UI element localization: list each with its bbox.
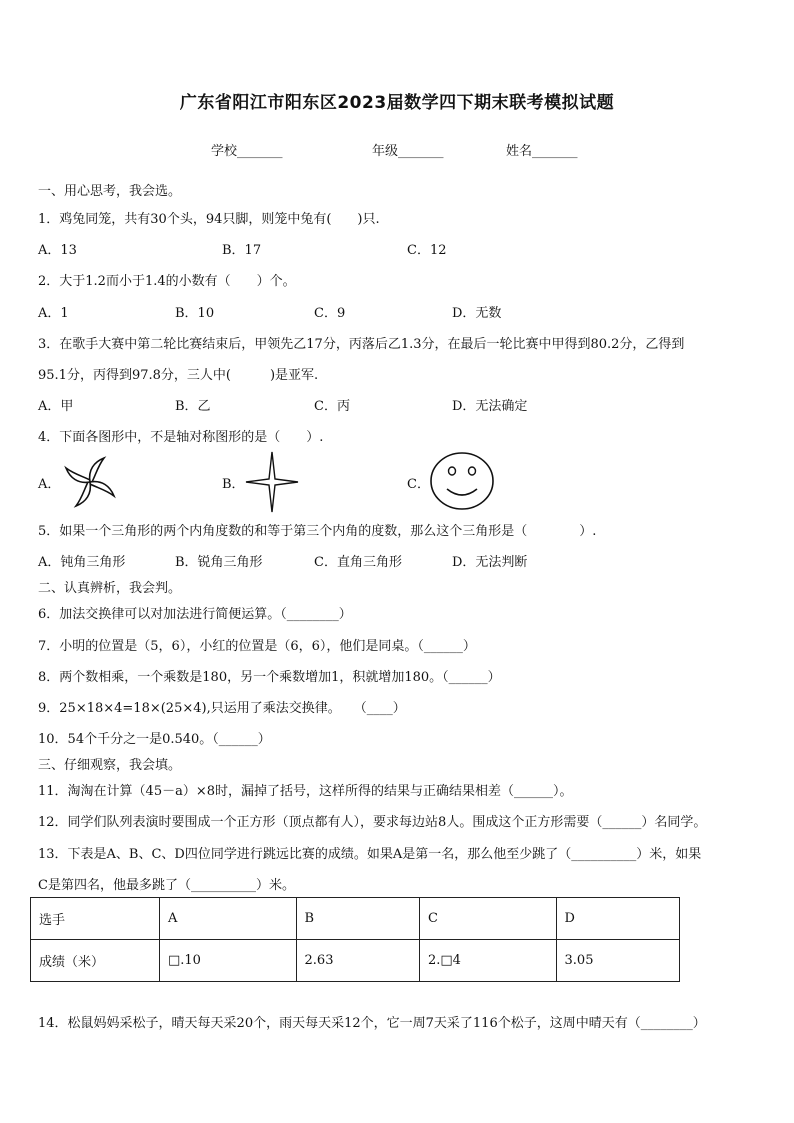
table-cell: 选手 [31, 898, 160, 940]
q1-option-c: C．12 [407, 243, 447, 258]
table-cell: A [160, 898, 297, 940]
section-heading-2: 二、认真辨析，我会判。 [38, 581, 182, 596]
q5-option-b: B．锐角三角形 [175, 555, 263, 570]
q5-option-d: D．无法判断 [452, 555, 528, 570]
question-14: 14．松鼠妈妈采松子，晴天每天采20个，雨天每天采12个，它一周7天采了116个松子，这周中晴天有（________） [38, 1016, 706, 1031]
question-3-line-2: 95.1分，丙得到97.8分，三人中( )是亚军. [38, 368, 319, 383]
smiley-face-figure [429, 451, 495, 511]
question-11: 11．淘淘在计算（45－a）×8时，漏掉了括号，这样所得的结果与正确结果相差（______）。 [38, 784, 573, 799]
table-header-row [31, 898, 680, 940]
q2-option-d: D．无数 [452, 306, 502, 321]
section-heading-3: 三、仔细观察，我会填。 [38, 758, 182, 773]
table-cell: 2.□4 [419, 940, 556, 982]
name-field: 姓名_______ [506, 144, 578, 159]
question-8: 8．两个数相乘，一个乘数是180，另一个乘数增加1，积就增加180。（______） [38, 670, 501, 685]
q3-option-a: A．甲 [38, 399, 74, 414]
page-title: 广东省阳江市阳东区2023届数学四下期末联考模拟试题 [179, 93, 615, 113]
question-4: 4．下面各图形中，不是轴对称图形的是（ ）. [38, 430, 324, 445]
question-3-line-1: 3．在歌手大赛中第二轮比赛结束后，甲领先乙17分，丙落后乙1.3分，在最后一轮比赛中甲得到80.2分，乙得到 [38, 337, 685, 352]
question-10: 10．54个千分之一是0.540。（______） [38, 732, 271, 747]
q5-option-c: C．直角三角形 [314, 555, 402, 570]
question-12: 12．同学们队列表演时要围成一个正方形（顶点都有人），要求每边站8人。围成这个正方形需要（______）名同学。 [38, 815, 707, 830]
q2-option-a: A．1 [38, 306, 69, 321]
question-1: 1．鸡兔同笼，共有30个头，94只脚，则笼中兔有( )只. [38, 212, 380, 227]
question-5: 5．如果一个三角形的两个内角度数的和等于第三个内角的度数，那么这个三角形是（ ）. [38, 524, 597, 539]
q4-option-b: B． [222, 477, 245, 492]
q1-option-a: A．13 [38, 243, 77, 258]
table-cell: B [296, 898, 419, 940]
q4-option-a: A． [38, 477, 61, 492]
table-cell: 3.05 [556, 940, 679, 982]
q2-option-b: B．10 [175, 306, 215, 321]
table-cell: □.10 [160, 940, 297, 982]
table-row [31, 940, 680, 982]
q3-option-d: D．无法确定 [452, 399, 528, 414]
q1-option-b: B．17 [222, 243, 262, 258]
question-7: 7．小明的位置是（5，6），小红的位置是（6，6），他们是同桌。（______） [38, 639, 476, 654]
cross-figure [244, 450, 300, 514]
q4-option-c: C． [407, 477, 430, 492]
q5-option-a: A．钝角三角形 [38, 555, 126, 570]
grade-field: 年级_______ [372, 144, 444, 159]
q3-option-b: B．乙 [175, 399, 211, 414]
pinwheel-figure [58, 452, 122, 512]
school-field: 学校_______ [211, 144, 283, 159]
score-table [30, 897, 680, 982]
table-cell: C [419, 898, 556, 940]
q3-option-c: C．丙 [314, 399, 350, 414]
q2-option-c: C．9 [314, 306, 346, 321]
question-13-line-2: C是第四名，他最多跳了（__________）米。 [38, 878, 295, 893]
question-9: 9．25×18×4=18×(25×4),只运用了乘法交换律。 （____） [38, 701, 406, 716]
question-6: 6．加法交换律可以对加法进行简便运算。（________） [38, 607, 352, 622]
table-cell: D [556, 898, 679, 940]
table-cell: 2.63 [296, 940, 419, 982]
question-2: 2．大于1.2而小于1.4的小数有（ ）个。 [38, 274, 296, 289]
question-13-line-1: 13．下表是A、B、C、D四位同学进行跳远比赛的成绩。如果A是第一名，那么他至少跳了（__________）米，如果 [38, 847, 702, 862]
table-cell: 成绩（米） [31, 940, 160, 982]
section-heading-1: 一、用心思考，我会选。 [38, 184, 182, 199]
